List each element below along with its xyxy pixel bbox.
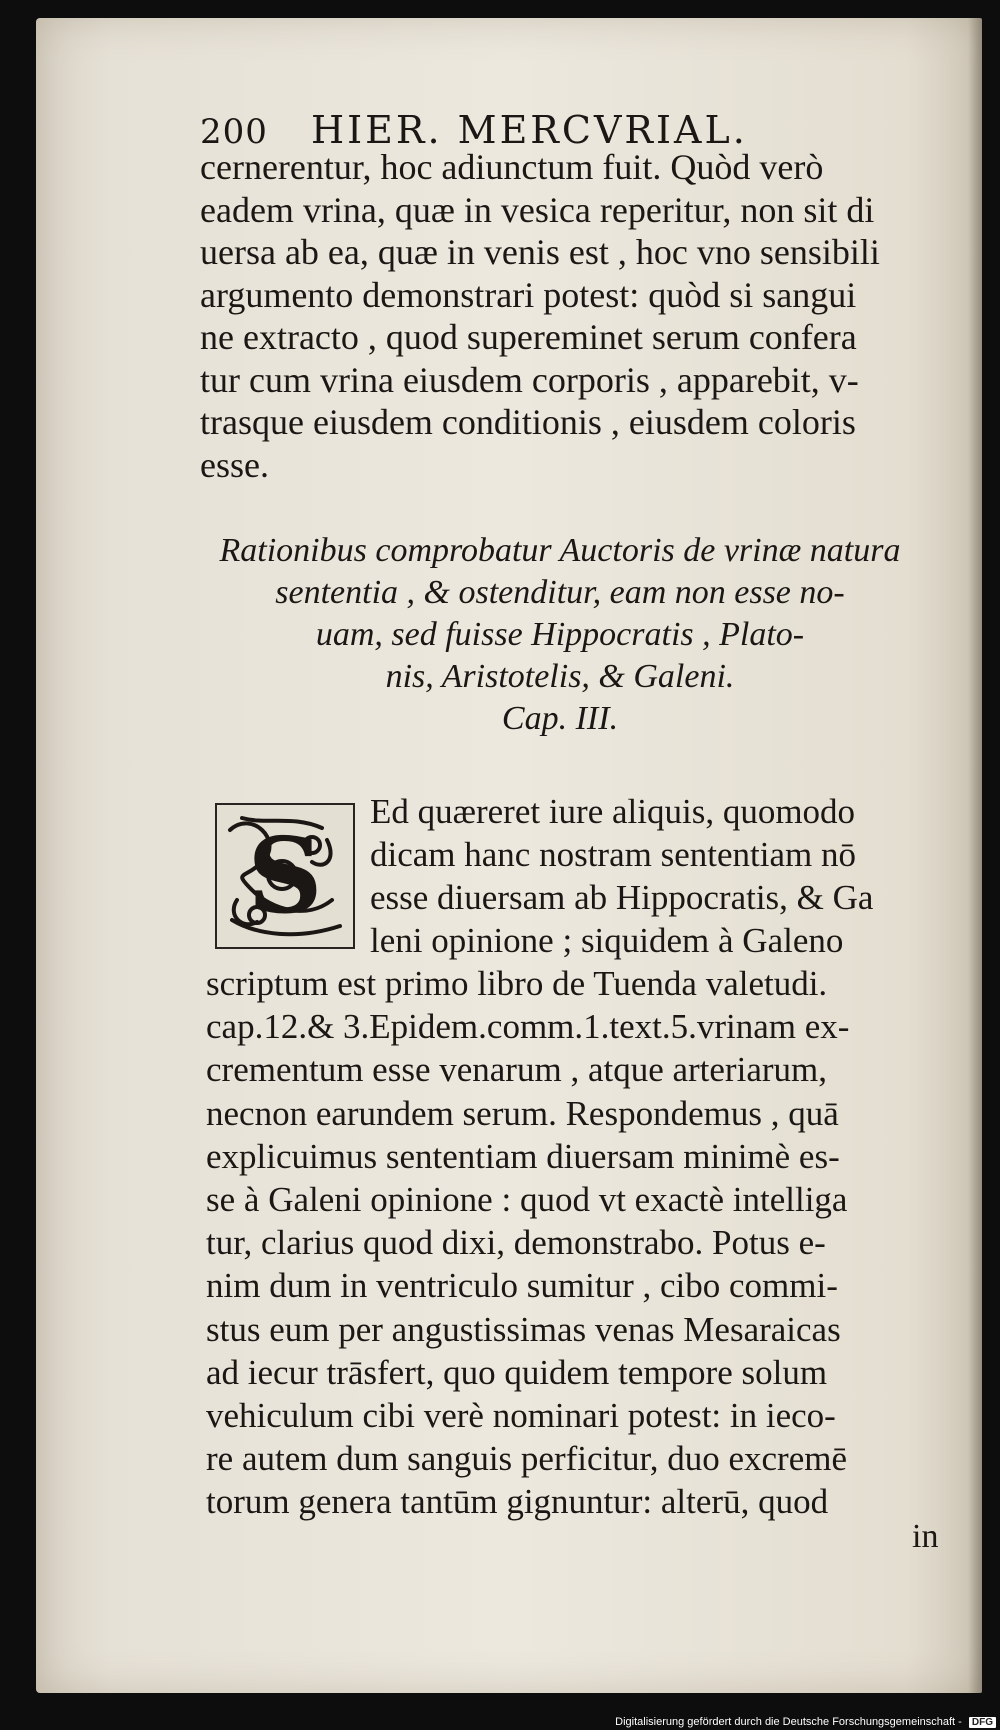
chapter-heading [170,530,950,740]
heading-line: sententia , & ostenditur, eam non esse no- [275,574,845,611]
text-line: argumento demonstrari potest: quòd si sangui [200,274,857,315]
text-line: trasque eiusdem conditionis , eiusdem coloris [200,402,856,442]
text-line: nim dum in ventriculo sumitur , cibo commi- [206,1266,838,1306]
page-edge-shadow [968,18,982,1693]
text-line: esse diuersam ab Hippocratis, & Ga [370,878,874,917]
catchword: in [912,1518,939,1555]
text-line: leni opinione ; siquidem à Galeno [370,921,844,960]
text-line: tur, clarius quod dixi, demonstrabo. Potus e- [206,1223,826,1263]
ornament-icon [212,800,358,952]
footer-credit [615,1716,996,1728]
text-line: ad iecur trāsfert, quo quidem tempore solum [206,1352,828,1392]
text-line: tur cum vrina eiusdem corporis , apparebit, v- [200,359,859,400]
running-title: HIER. MERCVRIAL. [311,108,748,152]
text-line: dicam hanc nostram sententiam nō [370,835,856,874]
heading-line: Rationibus comprobatur Auctoris de vrinæ natura [219,532,901,569]
text-line: eadem vrina, quæ in vesica reperitur, non sit di [200,189,875,230]
text-line: se à Galeni opinione : quod vt exactè intelliga [206,1180,848,1220]
text-line: ne extracto , quod supereminet serum confera [200,317,857,357]
svg-text:S: S [247,814,323,937]
footer-text: Digitalisierung gefördert durch die Deutsche Forschungsgemeinschaft - [615,1716,962,1728]
text-line: uersa ab ea, quæ in venis est , hoc vno sensibili [200,232,880,272]
chapter-number: Cap. III. [501,700,619,737]
text-line: Ed quæreret iure aliquis, quomodo [370,792,856,831]
paragraph-opening [370,790,950,962]
page-number: 200 [200,112,268,152]
text-line: scriptum est primo libro de Tuenda valetudi. [206,964,828,1003]
text-line: explicuimus sententiam diuersam minimè es- [206,1136,840,1176]
text-line: vehiculum cibi verè nominari potest: in ieco- [206,1396,836,1436]
text-line: re autem dum sanguis perficitur, duo excremē [206,1439,848,1479]
text-line: esse. [200,444,269,485]
text-line: cap.12.& 3.Epidem.comm.1.text.5.vrinam ex- [206,1007,850,1047]
heading-line: nis, Aristotelis, & Galeni. [385,658,735,695]
decorated-initial-s [212,800,358,952]
paragraph-continued [206,962,956,1524]
heading-line: uam, sed fuisse Hippocratis , Plato- [315,616,805,653]
body-text-top [200,146,950,486]
text-line: cernerentur, hoc adiunctum fuit. Quòd verò [200,147,824,187]
text-line: necnon earundem serum. Respondemus , quā [206,1093,839,1133]
text-line: crementum esse venarum , atque arteriarum, [206,1050,827,1090]
text-line: torum genera tantūm gignuntur: alterū, quod [206,1482,829,1522]
text-line: stus eum per angustissimas venas Mesaraicas [206,1309,841,1349]
dfg-logo-icon: DFG [969,1717,996,1728]
